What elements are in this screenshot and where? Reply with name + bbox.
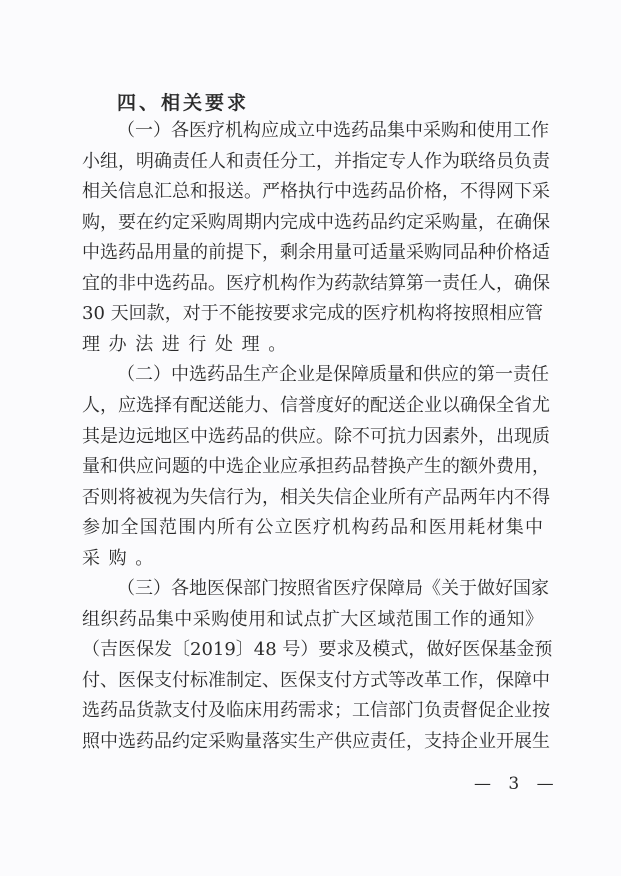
text-line: 购，要在约定采购周期内完成中选药品约定采购量，在确保 [82, 212, 550, 233]
text-line: 相关信息汇总和报送。严格执行中选药品价格，不得网下采 [82, 181, 550, 202]
text-line: 否则将被视为失信行为，相关失信企业所有产品两年内不得 [82, 487, 550, 508]
text-line: 参加全国范围内所有公立医疗机构药品和医用耗材集中 [82, 517, 543, 538]
text-line: 量和供应问题的中选企业应承担药品替换产生的额外费用， [82, 456, 550, 477]
text-line: 选药品货款支付及临床用药需求；工信部门负责督促企业按 [82, 700, 550, 721]
text-line: （吉医保发〔2019〕48 号）要求及模式，做好医保基金预 [82, 639, 553, 660]
text-line: 30 天回款，对于不能按要求完成的医疗机构将按照相应管 [82, 303, 543, 324]
text-line: 宜的非中选药品。医疗机构作为药款结算第一责任人，确保 [82, 273, 550, 294]
text-line: 人，应选择有配送能力、信誉度好的配送企业以确保全省尤 [82, 395, 550, 416]
text-line: （三）各地医保部门按照省医疗保障局《关于做好国家 [117, 578, 549, 599]
text-line: 其是边远地区中选药品的供应。除不可抗力因素外，出现质 [82, 426, 550, 447]
text-line: 小组，明确责任人和责任分工，并指定专人作为联络员负责 [82, 151, 550, 172]
text-line: 付、医保支付标准制定、医保支付方式等改革工作，保障中 [82, 670, 550, 691]
text-line: 组织药品集中采购使用和试点扩大区域范围工作的通知》 [82, 609, 543, 630]
text-line: （一）各医疗机构应成立中选药品集中采购和使用工作 [117, 120, 549, 141]
section-heading: 四、相关要求 [117, 92, 250, 114]
text-line: 中选药品用量的前提下，剩余用量可适量采购同品种价格适 [82, 242, 550, 263]
text-line: 照中选药品约定采购量落实生产供应责任，支持企业开展生 [82, 731, 550, 752]
text-line: 理办法进行处理。 [82, 334, 295, 355]
text-line: （二）中选药品生产企业是保障质量和供应的第一责任 [117, 364, 549, 385]
text-line: 采购。 [82, 548, 162, 569]
page-number: — 3 — [474, 774, 560, 794]
